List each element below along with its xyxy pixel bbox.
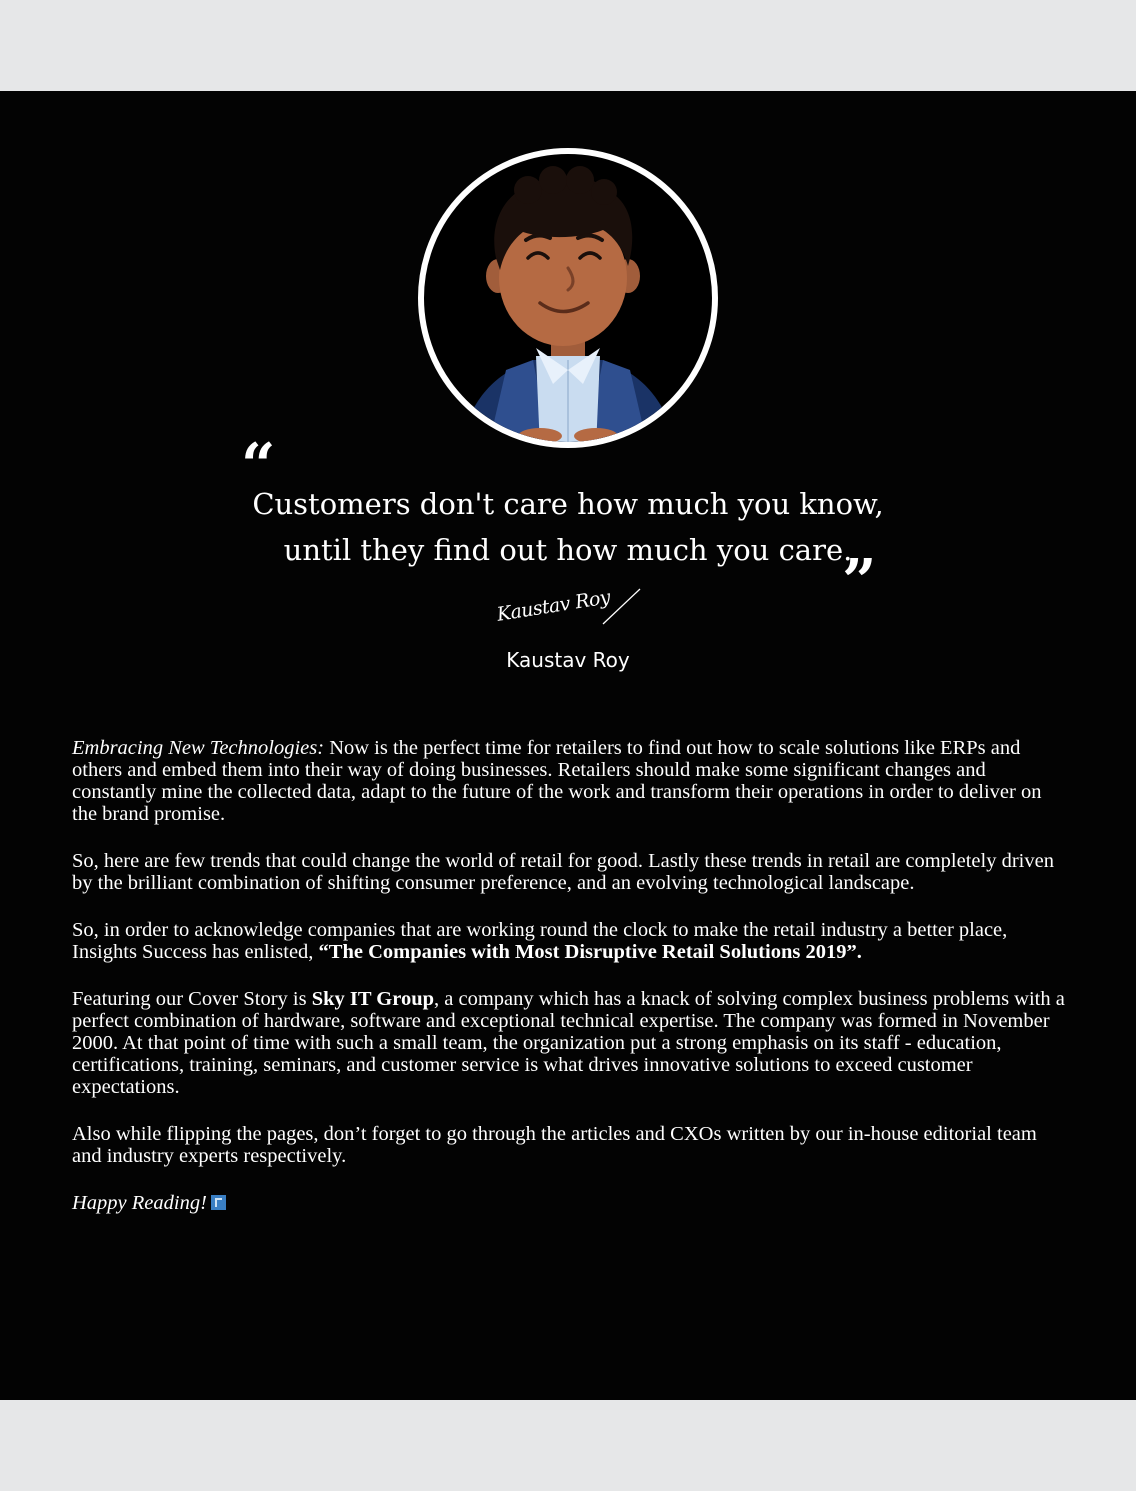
article-paragraph — [72, 919, 1067, 963]
paragraph-text: , a company which has a knack of solving complex business problems with a perfect combination of hardware, software and exceptional technical expertise. The company was formed in November 2000. At that point of time with such a small team, the organization put a strong emphasis on its staff - education, certifications, training, seminars, and customer service is what drives innovative solutions to exceed customer expectations. — [72, 988, 1065, 1098]
paragraph-text: Featuring our Cover Story is — [72, 988, 312, 1010]
editorial-page — [0, 91, 1136, 1400]
closing-line — [72, 1192, 1067, 1214]
article-body — [72, 737, 1067, 1239]
paragraph-text: So, in order to acknowledge companies that are working round the clock to make the retail industry a better place, Insights Success has enlisted, — [72, 919, 1008, 963]
author-signature — [468, 586, 668, 646]
open-quote-icon: “ — [241, 431, 276, 501]
paragraph-text: Now is the perfect time for retailers to find out how to scale solutions like ERPs and others and embed them into their way of doing businesses. Retailers should make some significant changes and constantly mine the collected data, adapt to the future of the work and transform their operations in order to deliver on the brand promise. — [72, 737, 1042, 825]
author-avatar — [418, 148, 718, 448]
closing-text: Happy Reading! — [72, 1192, 207, 1214]
article-paragraph: So, here are few trends that could change the world of retail for good. Lastly these trends in retail are completely driven by the brilliant combination of shifting consumer preference, and an evolving technological landscape. — [72, 850, 1054, 894]
magazine-end-icon — [211, 1195, 226, 1210]
article-paragraph — [72, 988, 1067, 1098]
pull-quote-line-1: Customers don't care how much you know, — [252, 487, 884, 521]
section-lead: Embracing New Technologies: — [72, 737, 325, 759]
cover-story-company: Sky IT Group — [311, 988, 435, 1010]
pull-quote — [220, 481, 916, 573]
article-paragraph: Also while flipping the pages, don’t forget to go through the articles and CXOs written by our in-house editorial team and industry experts respectively. — [72, 1123, 1037, 1167]
list-title: “The Companies with Most Disruptive Retail Solutions 2019”. — [318, 941, 862, 963]
author-signature-script: Kaustav Roy — [495, 586, 612, 626]
close-quote-icon: ” — [842, 547, 877, 617]
pull-quote-line-2: until they find out how much you care. — [283, 533, 853, 567]
author-name: Kaustav Roy — [506, 648, 630, 672]
article-paragraph — [72, 737, 1067, 825]
